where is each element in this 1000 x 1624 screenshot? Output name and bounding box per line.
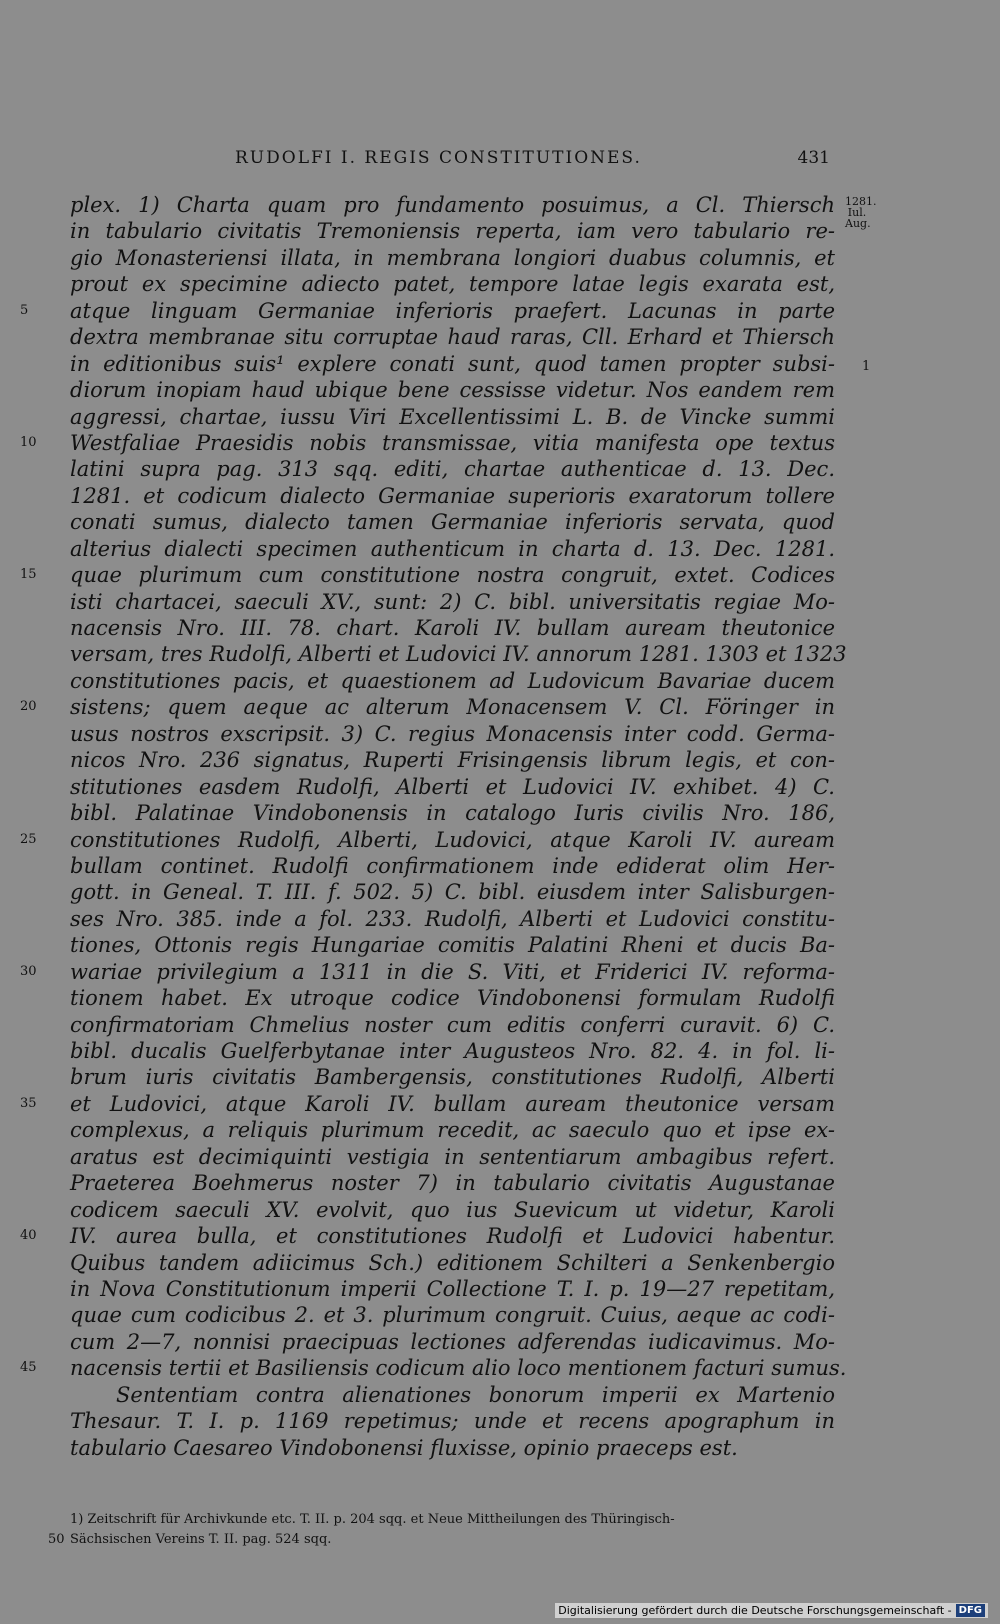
line-text: isti chartacei, saeculi XV., sunt: 2) C. bibl. universitatis regiae Mo- [70,589,835,614]
line-text: et Ludovici, atque Karoli IV. bullam auream theutonice versam [70,1091,835,1116]
margin-year: 1281. [845,195,877,208]
line-text: tabulario Caesareo Vindobonensi fluxisse, opinio praeceps est. [70,1435,738,1460]
text-line [20,694,835,720]
footnote-text: Sächsischen Vereins T. II. pag. 524 sqq. [70,1532,332,1547]
text-line [70,985,835,1011]
text-line [70,1012,835,1038]
footnote-line [70,1512,835,1527]
margin-date-note [845,195,877,230]
line-number: 20 [20,699,37,715]
line-text: sistens; quem aeque ac alterum Monacensem V. Cl. Föringer in [70,695,835,720]
text-line [70,615,835,641]
line-number: 15 [20,567,37,583]
text-line [70,536,835,562]
line-text: complexus, a reliquis plurimum recedit, ac saeculo quo et ipse ex- [70,1118,835,1143]
main-text [20,192,847,1461]
text-line [70,192,835,218]
line-text: codicem saeculi XV. evolvit, quo ius Suevicum ut videtur, Karoli [70,1197,835,1222]
line-number: 30 [20,963,37,979]
text-line [70,747,835,773]
text-line [70,1276,835,1302]
text-line [20,298,835,324]
line-text: atque linguam Germaniae inferioris praefert. Lacunas in parte [70,298,835,323]
digitization-footer [555,1603,988,1618]
text-line [70,377,835,403]
line-text: prout ex specimine adiecto patet, tempore latae legis exarata est, [70,272,835,297]
line-number: 40 [20,1228,37,1244]
line-text: bibl. Palatinae Vindobonensis in catalogo Iuris civilis Nro. 186, [70,801,835,826]
text-line [20,1355,847,1381]
line-text: conati sumus, dialecto tamen Germaniae inferioris servata, quod [70,510,835,535]
text-line [70,271,835,297]
line-text: in editionibus suis¹ explere conati sunt, quod tamen propter subsi- [70,351,835,376]
line-text: diorum inopiam haud ubique bene cessisse videtur. Nos eandem rem [70,378,835,403]
line-text: ses Nro. 385. inde a fol. 233. Rudolfi, Alberti et Ludovici constitu- [70,906,835,931]
line-text: bullam continet. Rudolfi confirmationem inde ediderat olim Her- [70,853,835,878]
footnote-line [48,1532,835,1547]
text-line [70,324,835,350]
text-line [70,1329,835,1355]
text-line [70,879,835,905]
text-line [70,932,835,958]
line-text: wariae privilegium a 1311 in die S. Viti, et Friderici IV. reforma- [70,959,835,984]
line-text: nacensis tertii et Basiliensis codicum alio loco mentionem facturi sumus. [70,1356,847,1381]
text-line [20,827,835,853]
margin-reference: 1 [862,359,871,374]
header-title: RUDOLFI I. REGIS CONSTITUTIONES. [235,148,642,168]
text-line [70,1435,835,1461]
text-line [70,1382,835,1408]
line-text: cum 2—7, nonnisi praecipuas lectiones adferendas iudicavimus. Mo- [70,1329,835,1354]
line-text: plex. 1) Charta quam pro fundamento posuimus, a Cl. Thiersch [70,193,835,217]
text-line [70,800,835,826]
text-line [70,509,835,535]
line-text: latini supra pag. 313 sqq. editi, chartae authenticae d. 13. Dec. [70,457,835,482]
text-line [70,351,835,377]
line-text: Quibus tandem adiicimus Sch.) editionem Schilteri a Senkenbergio [70,1250,835,1275]
line-number: 50 [48,1532,65,1547]
text-line [70,218,835,244]
line-text: dextra membranae situ corruptae haud raras, Cll. Erhard et Thiersch [70,325,835,350]
line-text: constitutiones Rudolfi, Alberti, Ludovici, atque Karoli IV. auream [70,827,835,852]
line-text: stitutiones easdem Rudolfi, Alberti et Ludovici IV. exhibet. 4) C. [70,774,835,799]
text-line [20,1223,835,1249]
footnote-text: 1) Zeitschrift für Archivkunde etc. T. II. p. 204 sqq. et Neue Mittheilungen des Thüringisch- [70,1512,675,1527]
text-line [70,589,835,615]
text-line [20,1091,835,1117]
line-text: Westfaliae Praesidis nobis transmissae, vitia manifesta ope textus [70,430,835,455]
line-text: quae cum codicibus 2. et 3. plurimum congruit. Cuius, aeque ac codi- [70,1303,835,1328]
line-text: aratus est decimiquinti vestigia in sententiarum ambagibus refert. [70,1144,835,1169]
text-line [70,668,835,694]
line-text: brum iuris civitatis Bambergensis, constitutiones Rudolfi, Alberti [70,1065,835,1090]
line-text: tionem habet. Ex utroque codice Vindobonensi formulam Rudolfi [70,986,835,1011]
line-text: versam, tres Rudolfi, Alberti et Ludovici IV. annorum 1281. 1303 et 1323 [70,642,847,667]
margin-month: Aug. [845,217,871,230]
line-text: 1281. et codicum dialecto Germaniae superioris exaratorum tollere [70,483,835,508]
line-text: gott. in Geneal. T. III. f. 502. 5) C. bibl. eiusdem inter Salisburgen- [70,880,835,905]
text-line [70,641,847,667]
line-text: tiones, Ottonis regis Hungariae comitis Palatini Rheni et ducis Ba- [70,933,835,958]
line-text: Thesaur. T. I. p. 1169 repetimus; unde et recens apographum in [70,1409,835,1434]
line-text: IV. aurea bulla, et constitutiones Rudolfi et Ludovici habentur. [70,1224,835,1249]
text-line [70,245,835,271]
line-text: constitutiones pacis, et quaestionem ad Ludovicum Bavariae ducem [70,668,835,693]
margin-day: Iul. [847,206,867,219]
text-line [20,562,835,588]
line-text: aggressi, chartae, iussu Viri Excellentissimi L. B. de Vincke summi [70,404,835,429]
line-text: in tabulario civitatis Tremoniensis reperta, iam vero tabulario re- [70,219,835,244]
line-text: nacensis Nro. III. 78. chart. Karoli IV. bullam auream theutonice [70,616,835,640]
dfg-logo: DFG [956,1604,985,1617]
text-line [70,1408,835,1434]
text-line [70,1302,835,1328]
text-line [70,1064,835,1090]
text-line [70,404,835,430]
text-line [70,853,835,879]
line-text: in Nova Constitutionum imperii Collectione T. I. p. 19—27 repetitam, [70,1276,835,1301]
text-line [70,774,835,800]
text-line [20,430,835,456]
line-number: 25 [20,831,37,847]
text-line [70,1170,835,1196]
text-line [70,483,835,509]
text-line [20,959,835,985]
text-line [70,1038,835,1064]
text-line [70,1197,835,1223]
line-number: 5 [20,302,29,318]
line-text: nicos Nro. 236 signatus, Ruperti Frisingensis librum legis, et con- [70,748,835,773]
line-text: confirmatoriam Chmelius noster cum editis conferri curavit. 6) C. [70,1012,835,1037]
line-text: alterius dialecti specimen authenticum in charta d. 13. Dec. 1281. [70,536,835,561]
text-line [70,1117,835,1143]
line-text: gio Monasteriensi illata, in membrana longiori duabus columnis, et [70,245,835,270]
footer-text: Digitalisierung gefördert durch die Deutsche Forschungsgemeinschaft - [558,1604,952,1617]
line-text: Praeterea Boehmerus noster 7) in tabulario civitatis Augustanae [70,1171,835,1196]
text-line [70,721,835,747]
line-number: 45 [20,1360,37,1376]
text-line [70,1144,835,1170]
line-text: Sententiam contra alienationes bonorum imperii ex Martenio [116,1382,835,1407]
line-text: quae plurimum cum constitutione nostra congruit, extet. Codices [70,563,835,588]
line-number: 35 [20,1095,37,1111]
text-line [70,906,835,932]
line-text: usus nostros exscripsit. 3) C. regius Monacensis inter codd. Germa- [70,721,835,746]
text-line [70,456,835,482]
text-line [70,1250,835,1276]
line-number: 10 [20,434,37,450]
line-text: bibl. ducalis Guelferbytanae inter Augusteos Nro. 82. 4. in fol. li- [70,1039,835,1063]
page-number: 431 [797,148,830,168]
